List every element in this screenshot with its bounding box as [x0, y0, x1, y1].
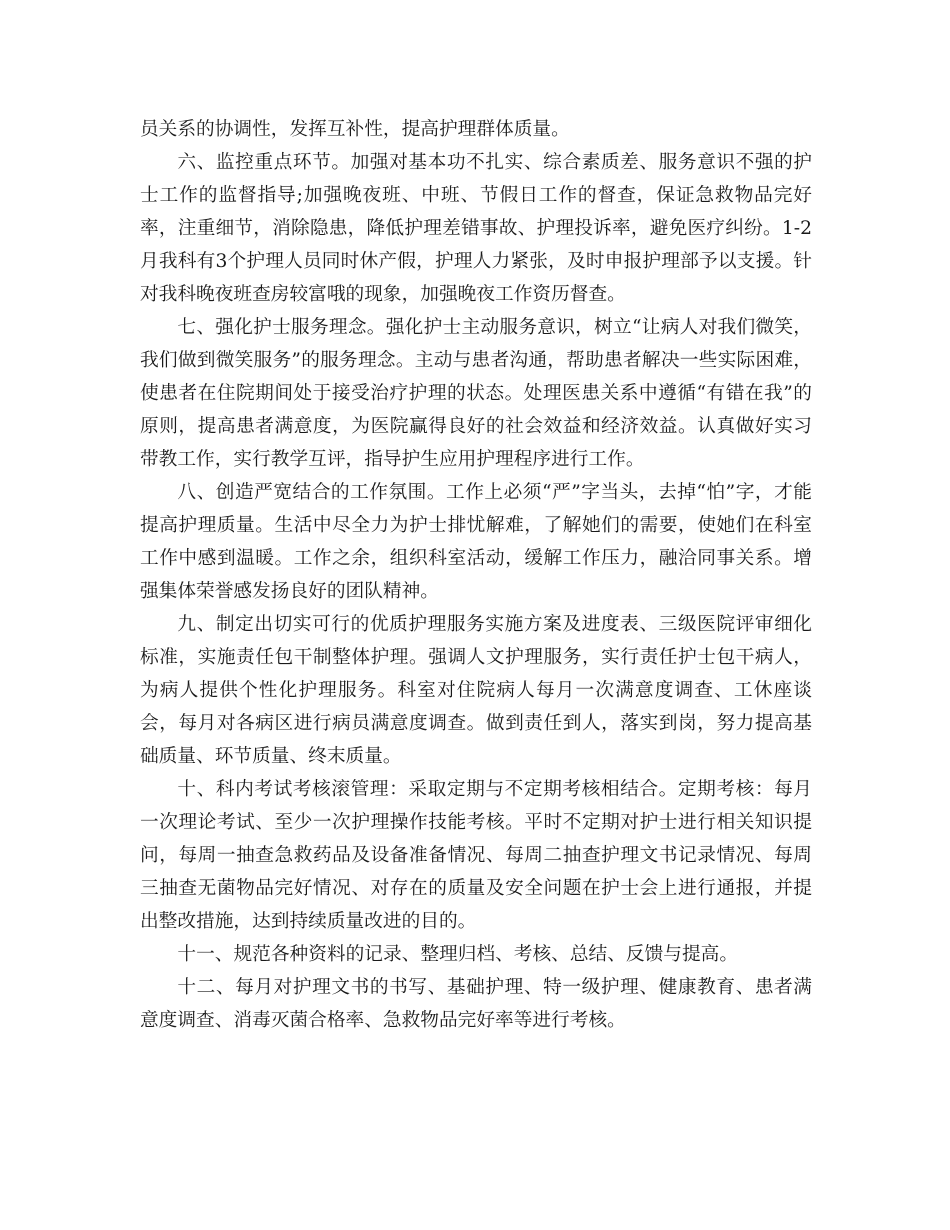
paragraph-section-8: 八、创造严宽结合的工作氛围。工作上必须“严”字当头，去掉“怕”字，才能提高护理质量。生活中尽全力为护士排忧解难，了解她们的需要，使她们在科室工作中感到温暖。工作之余，组织科室活动，缓解工作压力，融洽同事关系。增强集体荣誉感发扬良好的团队精神。: [140, 482, 812, 602]
paragraph-section-11: 十一、规范各种资料的记录、整理归档、考核、总结、反馈与提高。: [177, 944, 739, 965]
paragraph-section-10: 十、科内考试考核滚管理：采取定期与不定期考核相结合。定期考核：每月一次理论考试、至少一次护理操作技能考核。平时不定期对护士进行相关知识提问，每周一抽查急救药品及设备准备情况、每周二抽查护理文书记录情况、每周三抽查无菌物品完好情况、对存在的质量及安全问题在护士会上进行通报，并提出整改措施，达到持续质量改进的目的。: [140, 779, 812, 932]
paragraph-section-7: 七、强化护士服务理念。强化护士主动服务意识，树立“让病人对我们微笑，我们做到微笑服务”的服务理念。主动与患者沟通，帮助患者解决一些实际困难，使患者在住院期间处于接受治疗护理的状态。处理医患关系中遵循“有错在我”的原则，提高患者满意度，为医院赢得良好的社会效益和经济效益。认真做好实习带教工作，实行教学互评，指导护生应用护理程序进行工作。: [140, 317, 812, 470]
body-text: [140, 113, 812, 1037]
paragraph-section-9: 九、制定出切实可行的优质护理服务实施方案及进度表、三级医院评审细化标准，实施责任包干制整体护理。强调人文护理服务，实行责任护士包干病人，为病人提供个性化护理服务。科室对住院病人每月一次满意度调查、工休座谈会，每月对各病区进行病员满意度调查。做到责任到人，落实到岗，努力提高基础质量、环节质量、终末质量。: [140, 614, 812, 767]
paragraph-section-6: 六、监控重点环节。加强对基本功不扎实、综合素质差、服务意识不强的护士工作的监督指导;加强晚夜班、中班、节假日工作的督查，保证急救物品完好率，注重细节，消除隐患，降低护理差错事故、护理投诉率，避免医疗纠纷。1-2月我科有3个护理人员同时休产假，护理人力紧张，及时申报护理部予以支援。针对我科晚夜班查房较富哦的现象，加强晚夜工作资历督查。: [140, 152, 812, 305]
paragraph-section-12: 十二、每月对护理文书的书写、基础护理、特一级护理、健康教育、患者满意度调查、消毒灭菌合格率、急救物品完好率等进行考核。: [140, 977, 812, 1031]
paragraph-continuation: 员关系的协调性，发挥互补性，提高护理群体质量。: [140, 119, 570, 140]
